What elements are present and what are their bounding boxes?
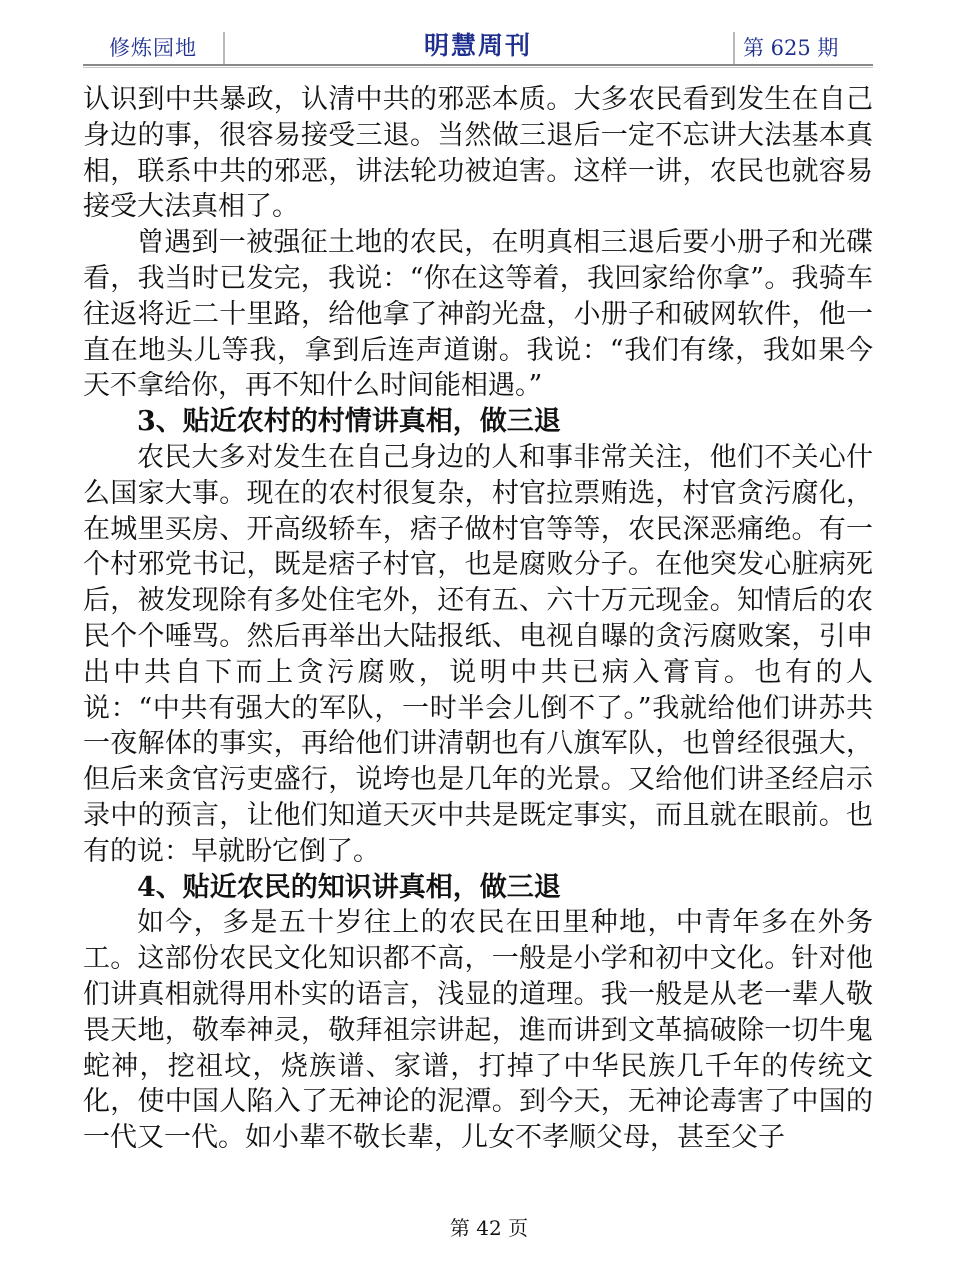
header-rule-thin — [83, 67, 873, 68]
paragraph-continued: 认识到中共暴政，认清中共的邪恶本质。大多农民看到发生在自己身边的事，很容易接受三退。当然做三退后一定不忘讲大法基本真相，联系中共的邪恶，讲法轮功被迫害。这样一讲，农民也就容易接受大法真相了。 — [83, 84, 873, 223]
publication-title: 明慧周刊 — [423, 31, 532, 60]
header-rule — [83, 64, 873, 66]
section-label: 修炼园地 — [109, 36, 197, 60]
paragraph-farmer-knowledge: 如今，多是五十岁往上的农民在田里种地，中青年多在外务工。这部份农民文化知识都不高，一般是小学和初中文化。针对他们讲真相就得用朴实的语言，浅显的道理。我一般是从老一辈人敬畏天地，敬奉神灵，敬拜祖宗讲起，進而讲到文革搞破除一切牛鬼蛇神，挖祖坟，烧族谱、家谱，打掉了中华民族几千年的传统文化，使中国人陷入了无神论的泥潭。到今天，无神论毒害了中国的一代又一代。如小辈不敬长辈，儿女不孝顺父母，甚至父子 — [83, 907, 873, 1154]
page-number: 第 42 页 — [449, 1216, 529, 1240]
article-body — [83, 82, 873, 1156]
paragraph-land-farmer: 曾遇到一被强征土地的农民，在明真相三退后要小册子和光碟看，我当时已发完，我说：“你在这等着，我回家给你拿”。我骑车往返将近二十里路，给他拿了神韵光盘，小册子和破网软件，他一直在地头儿等我，拿到后连声道谢。我说：“我们有缘，我如果今天不拿给你，再不知什么时间能相遇。” — [83, 227, 873, 402]
issue-number: 第 625 期 — [743, 36, 839, 60]
section-heading-3: 3、贴近农村的村情讲真相，做三退 — [137, 406, 561, 438]
header-divider-right — [733, 32, 735, 65]
page-header — [83, 22, 873, 69]
paragraph-village-situation: 农民大多对发生在自己身边的人和事非常关注，他们不关心什么国家大事。现在的农村很复杂，村官拉票贿选，村官贪污腐化，在城里买房、开高级轿车，痞子做村官等等，农民深恶痛绝。有一个村邪党书记，既是痞子村官，也是腐败分子。在他突发心脏病死后，被发现除有多处住宅外，还有五、六十万元现金。知情后的农民个个唾骂。然后再举出大陆报纸、电视自曝的贪污腐败案，引申出中共自下而上贪污腐败，说明中共已病入膏肓。也有的人说：“中共有强大的军队，一时半会儿倒不了。”我就给他们讲苏共一夜解体的事实，再给他们讲清朝也有八旗军队，也曾经很强大，但后来贪官污吏盛行，说垮也是几年的光景。又给他们讲圣经启示录中的预言，让他们知道天灭中共是既定事实，而且就在眼前。也有的说：早就盼它倒了。 — [83, 441, 873, 867]
section-heading-4: 4、贴近农民的知识讲真相，做三退 — [137, 871, 561, 903]
